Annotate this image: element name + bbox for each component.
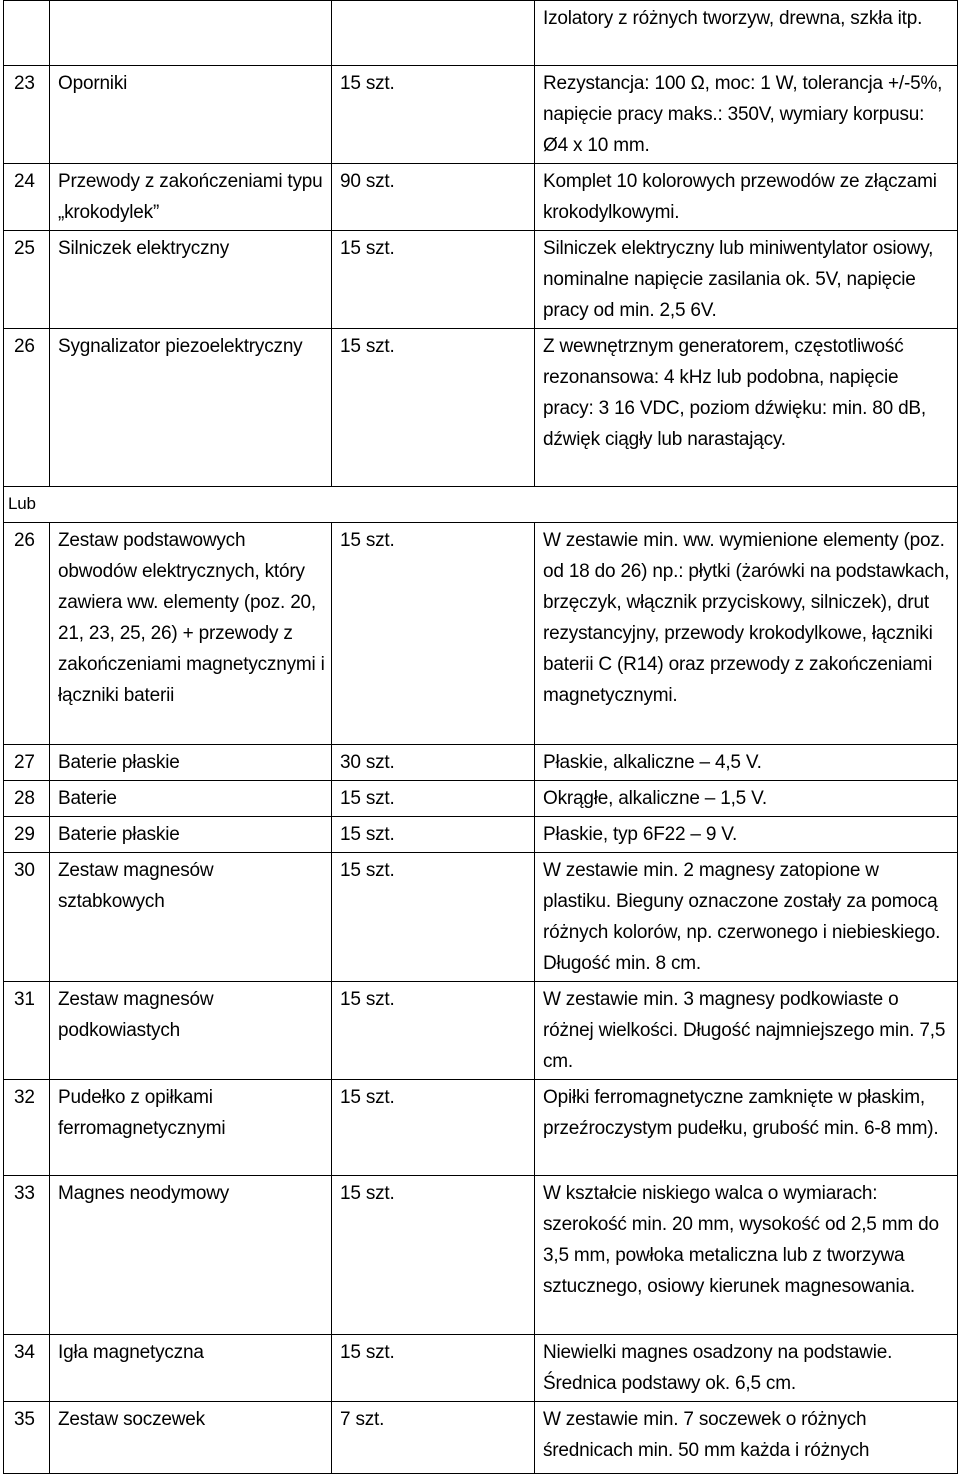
row-number: 27 — [4, 745, 50, 781]
item-name: Baterie płaskie — [50, 817, 332, 853]
item-quantity: 30 szt. — [332, 745, 535, 781]
table-row — [4, 1176, 958, 1335]
row-number: 29 — [4, 817, 50, 853]
table-row — [4, 231, 958, 329]
item-description: Silniczek elektryczny lub miniwentylator osiowy, nominalne napięcie zasilania ok. 5V, napięcie pracy od min. 2,5 6V. — [535, 231, 958, 329]
row-number: 31 — [4, 982, 50, 1080]
item-name: Baterie — [50, 781, 332, 817]
item-description: Z wewnętrznym generatorem, częstotliwość rezonansowa: 4 kHz lub podobna, napięcie pracy: 3 16 VDC, poziom dźwięku: min. 80 dB, dźwięk ciągły lub narastający. — [535, 329, 958, 487]
item-quantity: 7 szt. — [332, 1402, 535, 1474]
row-number: 23 — [4, 66, 50, 164]
table-row — [4, 66, 958, 164]
alternative-label: Lub — [4, 487, 958, 523]
item-description: W zestawie min. 2 magnesy zatopione w plastiku. Bieguny oznaczone zostały za pomocą różnych kolorów, np. czerwonego i niebieskiego. Długość min. 8 cm. — [535, 853, 958, 982]
table-row — [4, 745, 958, 781]
row-number: 33 — [4, 1176, 50, 1335]
item-quantity: 15 szt. — [332, 66, 535, 164]
item-name: Oporniki — [50, 66, 332, 164]
item-quantity: 15 szt. — [332, 1176, 535, 1335]
item-quantity: 15 szt. — [332, 781, 535, 817]
item-quantity: 15 szt. — [332, 231, 535, 329]
table-row — [4, 817, 958, 853]
item-description: Rezystancja: 100 Ω, moc: 1 W, tolerancja +/-5%, napięcie pracy maks.: 350V, wymiary korpusu: Ø4 x 10 mm. — [535, 66, 958, 164]
item-quantity: 15 szt. — [332, 1080, 535, 1176]
item-name: Zestaw magnesów sztabkowych — [50, 853, 332, 982]
row-number: 30 — [4, 853, 50, 982]
item-description: W zestawie min. 7 soczewek o różnych średnicach min. 50 mm każda i różnych — [535, 1402, 958, 1474]
row-number: 28 — [4, 781, 50, 817]
row-number: 26 — [4, 329, 50, 487]
item-name — [50, 1, 332, 66]
item-description: Płaskie, typ 6F22 – 9 V. — [535, 817, 958, 853]
item-name: Silniczek elektryczny — [50, 231, 332, 329]
item-name: Igła magnetyczna — [50, 1335, 332, 1402]
item-quantity: 15 szt. — [332, 817, 535, 853]
item-description: Okrągłe, alkaliczne – 1,5 V. — [535, 781, 958, 817]
item-quantity: 15 szt. — [332, 523, 535, 745]
table-row — [4, 1, 958, 66]
item-description: Niewielki magnes osadzony na podstawie. Średnica podstawy ok. 6,5 cm. — [535, 1335, 958, 1402]
item-name: Zestaw podstawowych obwodów elektrycznych, który zawiera ww. elementy (poz. 20, 21, 23, 25, 26) + przewody z zakończeniami magnetycznymi i łączniki baterii — [50, 523, 332, 745]
table-row — [4, 1402, 958, 1474]
table-row — [4, 1080, 958, 1176]
table-row — [4, 853, 958, 982]
item-name: Przewody z zakończeniami typu „krokodylek” — [50, 164, 332, 231]
row-number: 32 — [4, 1080, 50, 1176]
row-number — [4, 1, 50, 66]
item-name: Zestaw magnesów podkowiastych — [50, 982, 332, 1080]
equipment-table — [3, 0, 958, 1474]
item-quantity: 90 szt. — [332, 164, 535, 231]
item-name: Baterie płaskie — [50, 745, 332, 781]
table-row — [4, 1335, 958, 1402]
item-quantity: 15 szt. — [332, 1335, 535, 1402]
item-quantity: 15 szt. — [332, 329, 535, 487]
row-number: 25 — [4, 231, 50, 329]
item-name: Zestaw soczewek — [50, 1402, 332, 1474]
table-row — [4, 523, 958, 745]
item-description: Izolatory z różnych tworzyw, drewna, szkła itp. — [535, 1, 958, 66]
row-number: 24 — [4, 164, 50, 231]
row-number: 26 — [4, 523, 50, 745]
table-row — [4, 329, 958, 487]
table-row-alternative — [4, 487, 958, 523]
item-quantity — [332, 1, 535, 66]
item-description: Opiłki ferromagnetyczne zamknięte w płaskim, przeźroczystym pudełku, grubość min. 6-8 mm). — [535, 1080, 958, 1176]
item-name: Pudełko z opiłkami ferromagnetycznymi — [50, 1080, 332, 1176]
item-description: Płaskie, alkaliczne – 4,5 V. — [535, 745, 958, 781]
item-name: Magnes neodymowy — [50, 1176, 332, 1335]
item-quantity: 15 szt. — [332, 982, 535, 1080]
item-quantity: 15 szt. — [332, 853, 535, 982]
item-name: Sygnalizator piezoelektryczny — [50, 329, 332, 487]
table-row — [4, 982, 958, 1080]
item-description: W kształcie niskiego walca o wymiarach: szerokość min. 20 mm, wysokość od 2,5 mm do 3,5 mm, powłoka metaliczna lub z tworzywa sztucznego, osiowy kierunek magnesowania. — [535, 1176, 958, 1335]
item-description: Komplet 10 kolorowych przewodów ze złączami krokodylkowymi. — [535, 164, 958, 231]
item-description: W zestawie min. 3 magnesy podkowiaste o różnej wielkości. Długość najmniejszego min. 7,5 cm. — [535, 982, 958, 1080]
table-row — [4, 781, 958, 817]
item-description: W zestawie min. ww. wymienione elementy (poz. od 18 do 26) np.: płytki (żarówki na podstawkach, brzęczyk, włącznik przyciskowy, silniczek), drut rezystancyjny, przewody krokodylkowe, łączniki baterii C (R14) oraz przewody z zakończeniami magnetycznymi. — [535, 523, 958, 745]
row-number: 34 — [4, 1335, 50, 1402]
table-row — [4, 164, 958, 231]
row-number: 35 — [4, 1402, 50, 1474]
